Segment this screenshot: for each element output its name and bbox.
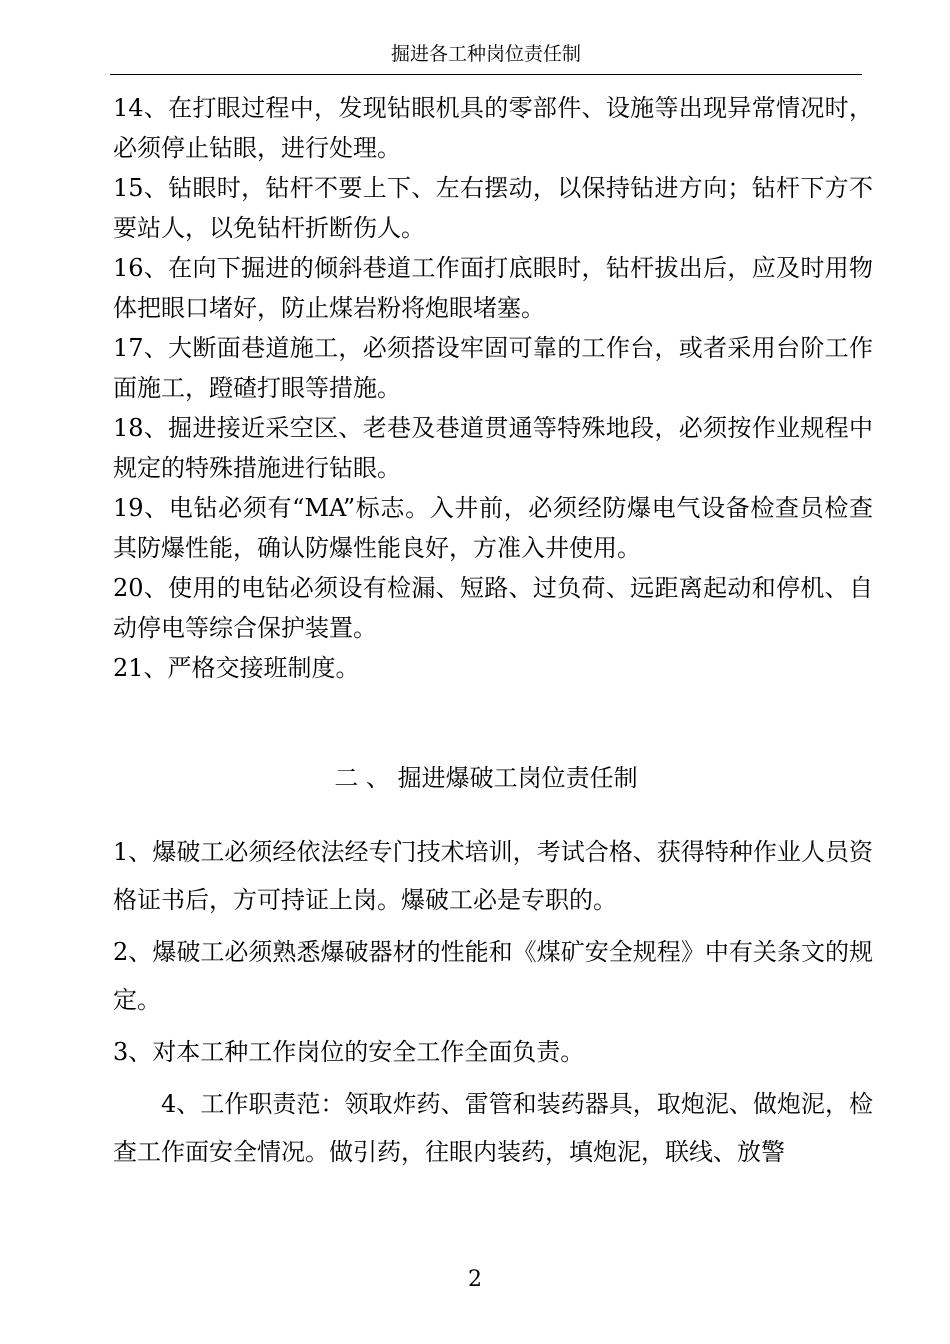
list-item: 4、工作职责范：领取炸药、雷管和装药器具，取炮泥、做炮泥，检查工作面安全情况。做引药，往眼内装药，填炮泥，联线、放警	[113, 1090, 873, 1166]
header-divider	[110, 74, 862, 75]
list-item: 17、大断面巷道施工，必须搭设牢固可靠的工作台，或者采用台阶工作面施工，蹬碴打眼等措施。	[113, 334, 873, 402]
page-number: 2	[468, 1267, 482, 1292]
list-item: 20、使用的电钻必须设有检漏、短路、过负荷、远距离起动和停机、自动停电等综合保护装置。	[113, 574, 873, 642]
list-item: 18、掘进接近采空区、老巷及巷道贯通等特殊地段，必须按作业规程中规定的特殊措施进行钻眼。	[113, 414, 873, 482]
list-item: 14、在打眼过程中，发现钻眼机具的零部件、设施等出现异常情况时，必须停止钻眼，进行处理。	[113, 94, 873, 162]
list-item: 1、爆破工必须经依法经专门技术培训，考试合格、获得特种作业人员资格证书后，方可持证上岗。爆破工必是专职的。	[113, 838, 873, 914]
page-header-title: 掘进各工种岗位责任制	[390, 43, 581, 65]
list-item: 16、在向下掘进的倾斜巷道工作面打底眼时，钻杆拔出后，应及时用物体把眼口堵好，防止煤岩粉将炮眼堵塞。	[113, 254, 873, 322]
section-heading: 二 、 掘进爆破工岗位责任制	[334, 764, 638, 792]
list-item: 3、对本工种工作岗位的安全工作全面负责。	[113, 1038, 585, 1066]
list-item: 15、钻眼时，钻杆不要上下、左右摆动，以保持钻进方向；钻杆下方不要站人，以免钻杆折断伤人。	[113, 174, 873, 242]
list-item: 21、严格交接班制度。	[113, 654, 360, 682]
section1-list	[113, 88, 873, 688]
section2-list	[113, 828, 873, 1180]
list-item: 2、爆破工必须熟悉爆破器材的性能和《煤矿安全规程》中有关条文的规定。	[113, 938, 873, 1014]
list-item: 19、电钻必须有“MA”标志。入井前，必须经防爆电气设备检查员检查其防爆性能，确认防爆性能良好，方准入井使用。	[113, 494, 873, 562]
